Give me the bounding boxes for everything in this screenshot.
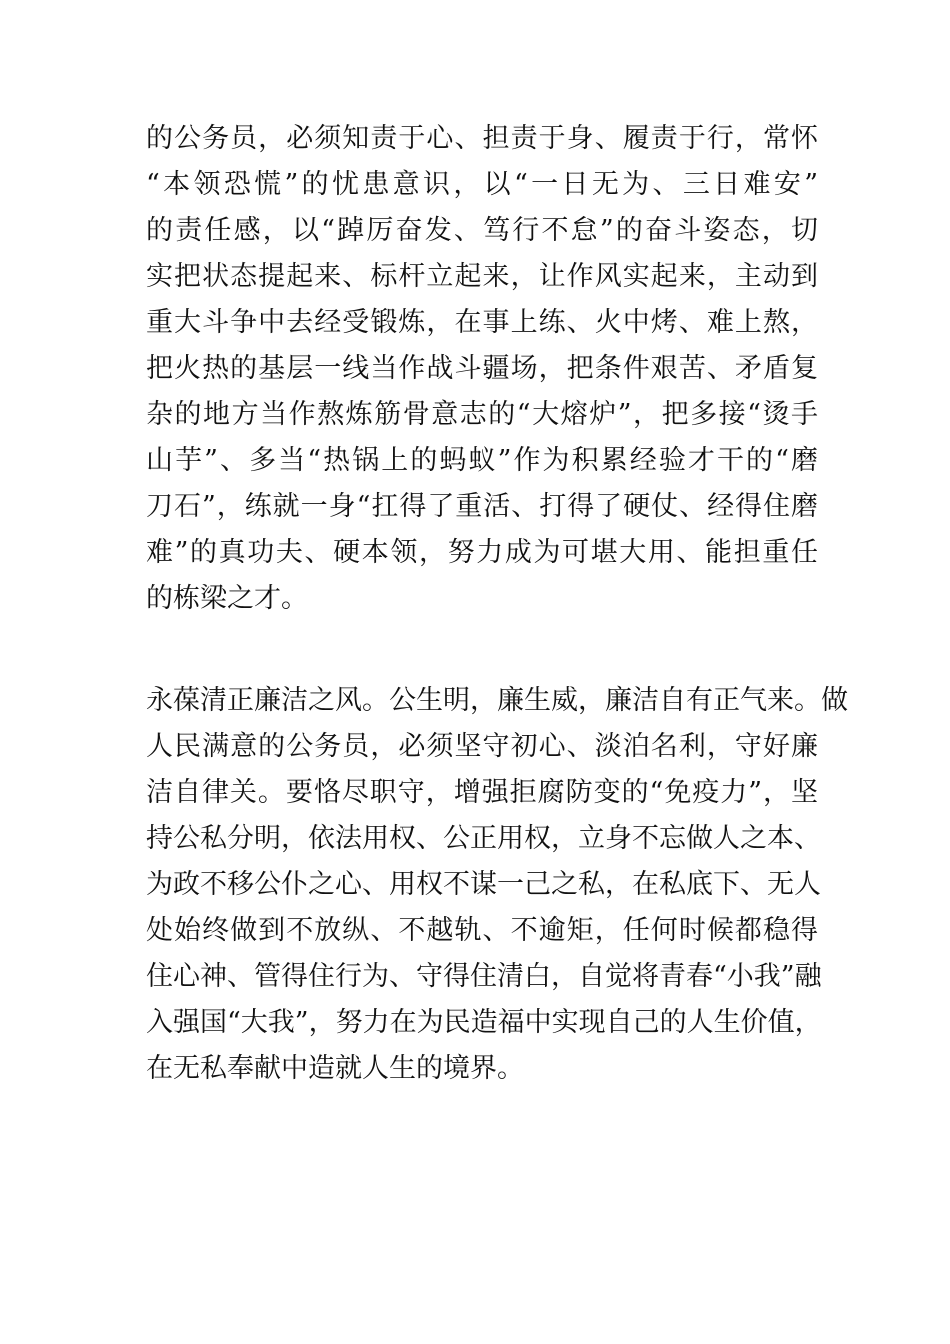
paragraph-line: 在无私奉献中造就人生的境界。 [146, 1053, 524, 1084]
paragraph-2 [146, 678, 848, 1092]
paragraph-line: 洁自律关。要恪尽职守，增强拒腐防变的“免疫力”，坚 [146, 777, 818, 808]
paragraph-line: “本领恐慌”的忧患意识，以“一日无为、三日难安” [146, 169, 818, 200]
paragraph-line: 山芋”、多当“热锅上的蚂蚁”作为积累经验才干的“磨 [146, 445, 818, 476]
paragraph-line: 持公私分明，依法用权、公正用权，立身不忘做人之本、 [146, 823, 821, 854]
paragraph-line: 入强国“大我”，努力在为民造福中实现自己的人生价值， [146, 1007, 822, 1038]
paragraph-line: 重大斗争中去经受锻炼，在事上练、火中烤、难上熬， [146, 307, 818, 338]
paragraph-line: 为政不移公仆之心、用权不谋一己之私，在私底下、无人 [146, 869, 821, 900]
document-body [146, 116, 848, 1092]
paragraph-line: 实把状态提起来、标杆立起来，让作风实起来，主动到 [146, 261, 818, 292]
paragraph-line: 的责任感，以“踔厉奋发、笃行不怠”的奋斗姿态，切 [146, 215, 818, 246]
paragraph-line: 人民满意的公务员，必须坚守初心、淡泊名利，守好廉 [146, 731, 818, 762]
paragraph-line: 的公务员，必须知责于心、担责于身、履责于行，常怀 [146, 123, 818, 154]
paragraph-line: 杂的地方当作熬炼筋骨意志的“大熔炉”，把多接“烫手 [146, 399, 818, 430]
paragraph-1 [146, 116, 818, 622]
paragraph-line: 把火热的基层一线当作战斗疆场，把条件艰苦、矛盾复 [146, 353, 818, 384]
paragraph-gap [146, 622, 818, 678]
paragraph-line: 住心神、管得住行为、守得住清白，自觉将青春“小我”融 [146, 961, 822, 992]
paragraph-line: 的栋梁之才。 [146, 583, 308, 614]
paragraph-line: 处始终做到不放纵、不越轨、不逾矩，任何时候都稳得 [146, 915, 818, 946]
paragraph-line: 刀石”，练就一身“扛得了重活、打得了硬仗、经得住磨 [146, 491, 818, 522]
paragraph-line: 永葆清正廉洁之风。公生明，廉生威，廉洁自有正气来。做 [146, 685, 848, 716]
paragraph-line: 难”的真功夫、硬本领，努力成为可堪大用、能担重任 [146, 537, 818, 568]
